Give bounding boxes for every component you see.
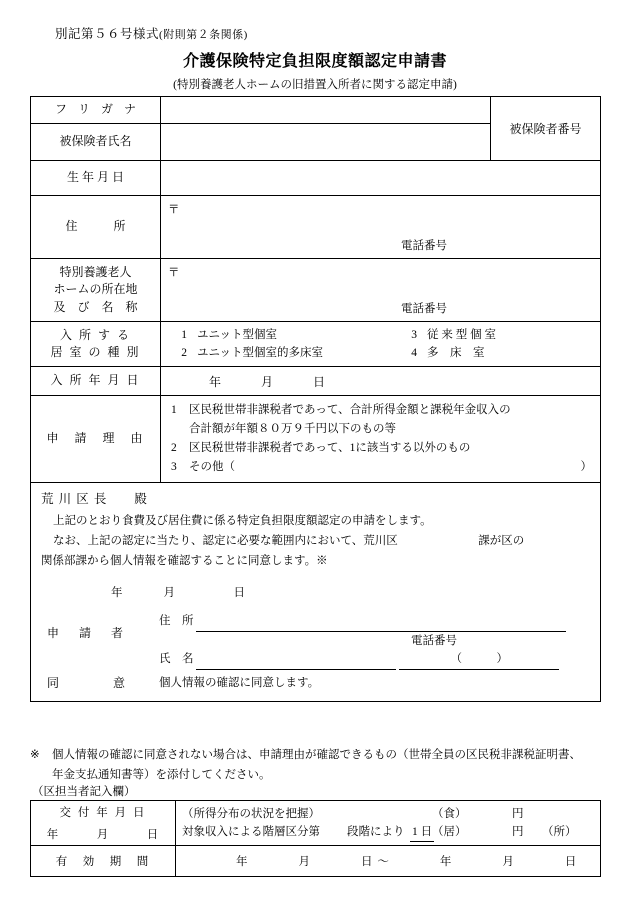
table-row-admission-date <box>31 367 601 396</box>
room-option-2-label: ユニット型個室的多床室 <box>197 347 324 359</box>
facility-input[interactable] <box>161 259 601 322</box>
declaration-block <box>31 482 601 701</box>
admission-date-value: 年 月 日 <box>209 374 327 389</box>
issue-date-label: 交 付 年 月 日 <box>59 807 147 819</box>
staff-entry-table <box>30 800 601 877</box>
declaration-line-1: 上記のとおり食費及び居住費に係る特定負担限度額認定の申請をします。 <box>53 514 432 527</box>
reason-3-text <box>189 458 592 477</box>
insured-number-label: 被保険者番号 <box>491 97 601 161</box>
income-note-row <box>182 805 594 823</box>
issue-date-cell <box>31 801 176 846</box>
furigana-input[interactable] <box>161 97 491 124</box>
addressee: 荒 川 区 長 殿 <box>41 491 148 506</box>
housing-yen: 円 <box>512 826 524 838</box>
stage-label: 段階により <box>347 826 405 838</box>
table-row-facility <box>31 259 601 322</box>
room-option-1-number: 1 <box>181 328 187 341</box>
postal-mark-icon: 〒 <box>168 267 180 279</box>
room-type-label-line2: 居 室 の 種 別 <box>50 345 141 359</box>
form-number-paren: (附則第２条関係) <box>159 29 248 41</box>
applicant-address-row[interactable] <box>159 611 579 632</box>
income-cell <box>176 801 601 846</box>
applicant-address-label: 住 所 <box>159 615 194 628</box>
place-label: （所） <box>542 826 577 838</box>
footnote-line-2: 年金支払通知書等）を添付してください。 <box>52 768 271 781</box>
main-form-table <box>30 96 601 702</box>
reason-label: 申 請 理 由 <box>31 396 161 483</box>
room-type-label-line1: 入 所 す る <box>59 327 131 342</box>
valid-period-value-cell[interactable] <box>176 846 601 877</box>
issue-date-value[interactable]: 年 月 日 <box>46 829 160 841</box>
table-row-issue-date <box>31 801 601 846</box>
address-input[interactable] <box>161 196 601 259</box>
room-type-label <box>31 322 161 367</box>
applicant-tel-label: 電話番号 <box>411 635 457 648</box>
reason-3-label: その他（ <box>189 460 235 473</box>
birthdate-label: 生 年 月 日 <box>31 161 161 196</box>
reason-3-number: 3 <box>171 460 177 473</box>
footnote-mark-icon: ※ <box>30 749 40 761</box>
page-subtitle: (特別養護老人ホームの旧措置入所者に関する認定申請) <box>173 79 457 91</box>
meal-label: （食） <box>432 807 467 820</box>
footnote <box>30 746 605 785</box>
reason-2-text: 区民税世帯非課税者であって、1に該当する以外のもの <box>189 441 471 454</box>
facility-tel-label: 電話番号 <box>401 303 447 315</box>
applicant-tel-input[interactable]: （ ） <box>399 649 559 670</box>
admission-date-input[interactable] <box>161 367 601 396</box>
applicant-name-input[interactable] <box>196 649 396 670</box>
reason-option-3[interactable] <box>171 458 592 477</box>
consent-label: 同 意 <box>47 676 136 691</box>
room-option-row[interactable] <box>161 326 600 344</box>
table-row-roomtype <box>31 322 601 367</box>
table-row-reason <box>31 396 601 483</box>
facility-label <box>31 259 161 322</box>
reason-option-2[interactable] <box>171 439 592 458</box>
reason-options[interactable] <box>161 396 601 483</box>
valid-period-value: 年 月 日 ～ 年 月 日 <box>236 856 578 868</box>
room-type-options[interactable] <box>161 322 601 367</box>
form-number-text: 別記第５６号様式 <box>55 27 160 41</box>
facility-label-line3: 及 び 名 称 <box>53 299 138 314</box>
facility-label-line2: ホームの所在地 <box>53 282 138 297</box>
admission-date-label: 入 所 年 月 日 <box>31 367 161 396</box>
reason-3-close-paren: ） <box>580 460 592 473</box>
room-option-3-number: 3 <box>411 328 417 341</box>
meal-yen: 円 <box>512 807 524 820</box>
table-row-address <box>31 196 601 259</box>
table-row-valid-period <box>31 846 601 877</box>
staff-section-label: （区担当者記入欄） <box>32 786 136 798</box>
page-title: 介護保険特定負担限度額認定申請書 <box>182 53 447 70</box>
applicant-block <box>41 609 590 671</box>
furigana-label: フ リ ガ ナ <box>31 97 161 124</box>
one-day-label: 1 日 <box>410 823 434 842</box>
room-option-2-number: 2 <box>181 347 187 359</box>
insured-name-label: 被保険者氏名 <box>31 124 161 161</box>
consent-block <box>41 673 590 693</box>
insured-name-input[interactable] <box>161 124 491 161</box>
tel-label: 電話番号 <box>401 240 447 252</box>
consent-text[interactable]: 個人情報の確認に同意します。 <box>159 677 320 690</box>
reason-2-number: 2 <box>171 441 177 454</box>
applicant-label: 申 請 者 <box>47 626 128 641</box>
reason-1-text: 区民税世帯非課税者であって、合計所得金額と課税年金収入の <box>189 404 511 416</box>
table-row-furigana <box>31 97 601 124</box>
housing-label: （居） <box>432 826 467 838</box>
declaration-date-line: 年 月 日 <box>111 587 251 600</box>
reason-1-cont-number <box>171 420 189 439</box>
postal-mark-icon: 〒 <box>168 204 180 216</box>
table-row-birthdate <box>31 161 601 196</box>
form-number <box>55 24 248 42</box>
valid-period-label: 有 効 期 間 <box>31 846 176 877</box>
income-note: （所得分布の状況を把握） <box>182 807 320 820</box>
birthdate-input[interactable] <box>161 161 601 196</box>
room-option-1-label: ユニット型個室 <box>197 328 278 341</box>
applicant-name-row[interactable] <box>159 649 579 670</box>
income-line: 対象収入による階層区分第 <box>182 826 320 838</box>
declaration-line-2: なお、上記の認定に当たり、認定に必要な範囲内において、荒川区 課が区の <box>53 534 525 547</box>
reason-option-1-cont <box>171 420 592 439</box>
reason-1-number: 1 <box>171 404 177 416</box>
reason-1-cont-text: 合計額が年額８０万９千円以下のもの等 <box>189 422 396 435</box>
reason-option-1[interactable] <box>171 401 592 420</box>
room-option-4-label: 多 床 室 <box>427 347 485 359</box>
room-option-3-label: 従 来 型 個 室 <box>427 328 496 341</box>
table-row-declaration <box>31 482 601 701</box>
income-stage-row[interactable] <box>182 823 594 841</box>
room-option-4-number: 4 <box>411 347 417 359</box>
applicant-address-input[interactable] <box>196 611 566 632</box>
address-label: 住 所 <box>31 196 161 259</box>
applicant-name-label: 氏 名 <box>159 653 194 666</box>
room-option-row[interactable] <box>161 344 600 362</box>
facility-label-line1: 特別養護老人 <box>59 264 132 279</box>
footnote-line-1: 個人情報の確認に同意されない場合は、申請理由が確認できるもの（世帯全員の区民税非課税証明書、 <box>52 749 581 761</box>
declaration-line-3: 関係部課から個人情報を確認することに同意します。※ <box>41 555 328 567</box>
